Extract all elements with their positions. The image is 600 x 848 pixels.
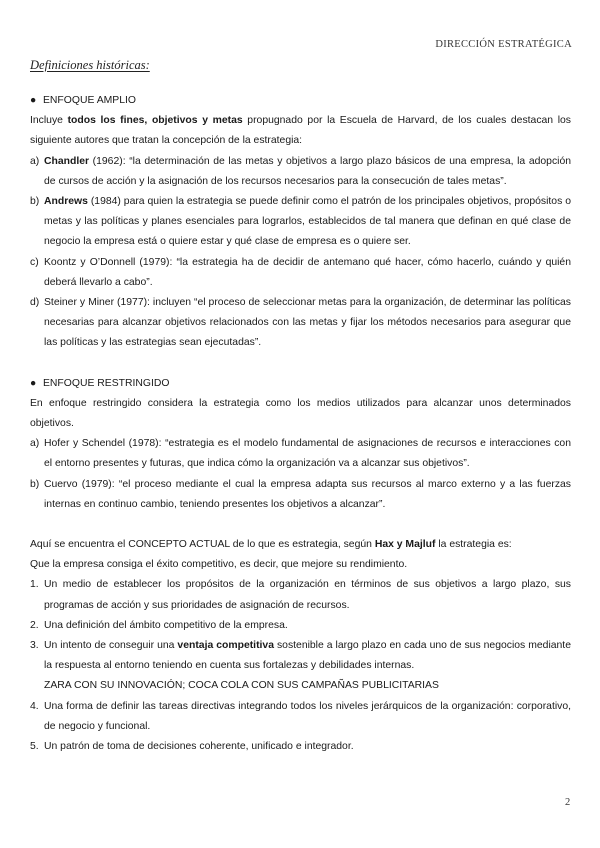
- section-title: Definiciones históricas:: [30, 58, 150, 72]
- intro-text: Aquí se encuentra el CONCEPTO ACTUAL de lo que es estrategia, según: [30, 539, 375, 551]
- item-text: (1984) para quien la estrategia se puede definir como el patrón de los principales objetivos, propósitos o metas y las políticas y planes esenciales para lograrlos, establecidos de tal manera que definan en qué clase de negocio la empresa está o quiere estar y qué clase de empresa es o quiere ser.: [44, 196, 571, 248]
- actual-line2: Que la empresa consiga el éxito competitivo, es decir, que mejore su rendimiento.: [30, 559, 408, 571]
- actual-intro: [30, 535, 571, 555]
- item-text: Un medio de establecer los propósitos de la organización en términos de sus objetivos a largo plazo, sus programas de acción y sus prioridades de asignación de recursos.: [44, 579, 571, 611]
- intro-text: la estrategia es:: [435, 539, 512, 551]
- item-text: Un intento de conseguir una: [44, 640, 178, 652]
- item-bold: ventaja competitiva: [177, 640, 274, 652]
- list-marker: 1.: [30, 579, 39, 591]
- list-item: [30, 697, 571, 737]
- intro-text: propugnado por la Escuela de Harvard, de los cuales destacan los siguiente autores que tratan la concepción de la estrategia:: [30, 115, 572, 147]
- list-item: [30, 616, 571, 636]
- heading-text: ENFOQUE AMPLIO: [43, 95, 136, 106]
- list-item: [30, 152, 571, 192]
- heading-text: ENFOQUE RESTRINGIDO: [43, 377, 170, 389]
- bullet-heading-restringido: [30, 374, 571, 394]
- list-item: [30, 575, 571, 615]
- intro-text: Incluye: [30, 115, 68, 127]
- intro-bold: todos los fines, objetivos y metas: [67, 115, 243, 127]
- bullet-heading-amplio: [30, 91, 571, 111]
- list-item: [30, 192, 571, 253]
- document-body: [30, 91, 571, 757]
- list-item: [30, 253, 571, 293]
- list-marker: d): [30, 297, 40, 309]
- bullet-icon: ●: [30, 95, 37, 106]
- list-marker: c): [30, 256, 39, 268]
- list-marker: b): [30, 196, 40, 208]
- item-text: (1962): “la determinación de las metas y objetivos a largo plazo básicos de una empresa, la adopción de cursos de acción y la asignación de los recursos necesarios para la consecución de tales metas”.: [44, 155, 571, 187]
- item-text: Steiner y Miner (1977): incluyen “el proceso de seleccionar metas para la organización, de determinar las políticas necesarias para alcanzar objetivos relacionados con las metas y fijar los métodos necesarios para asegurar que las políticas y las estrategias sean ejecutadas”.: [44, 297, 571, 349]
- restringido-intro: En enfoque restringido considera la estrategia como los medios utilizados para alcanzar unos determinados objetivos.: [30, 397, 571, 430]
- list-item: [30, 475, 571, 515]
- list-marker: a): [30, 438, 40, 450]
- list-marker: 3.: [30, 640, 39, 652]
- item-text: Una forma de definir las tareas directivas integrando todos los niveles jerárquicos de la organización: corporativo, de negocio y funcional.: [44, 700, 571, 732]
- list-marker: 2.: [30, 619, 39, 631]
- list-marker: 5.: [30, 741, 39, 753]
- list-item: [30, 737, 571, 757]
- bullet-icon: ●: [30, 377, 37, 389]
- item-text: Hofer y Schendel (1978): “estrategia es el modelo fundamental de asignaciones de recursos e interacciones con el entorno presentes y futuras, que indica cómo la organización va a alcanzar sus objetivos”.: [44, 438, 571, 470]
- running-header: DIRECCIÓN ESTRATÉGICA: [435, 39, 572, 50]
- item-text: Un patrón de toma de decisiones coherente, unificado e integrador.: [44, 741, 354, 753]
- author-name: Andrews: [44, 196, 88, 208]
- item-text: Cuervo (1979): “el proceso mediante el cual la empresa adapta sus recursos al marco externo y a las fuerzas internas en continuo cambio, teniendo presentes los objetivos a alcanzar”.: [44, 478, 571, 510]
- intro-bold: Hax y Majluf: [374, 539, 436, 551]
- item-text: Koontz y O’Donnell (1979): “la estrategia ha de decidir de antemano qué hacer, cómo hacerlo, cuándo y quién deberá llevarlo a cabo”.: [44, 256, 571, 288]
- author-name: Chandler: [44, 155, 90, 167]
- page-number: 2: [565, 797, 571, 808]
- list-marker: a): [30, 155, 40, 167]
- item-text: Una definición del ámbito competitivo de la empresa.: [44, 619, 288, 631]
- list-marker: b): [30, 478, 40, 490]
- amplio-intro: [30, 111, 571, 151]
- list-item: [30, 434, 571, 474]
- list-marker: 4.: [30, 700, 39, 712]
- list-item: [30, 636, 571, 676]
- list-item: [30, 293, 571, 354]
- example-note: ZARA CON SU INNOVACIÓN; COCA COLA CON SUS CAMPAÑAS PUBLICITARIAS: [44, 680, 439, 692]
- item-text: sostenible a largo plazo en cada uno de sus negocios mediante la respuesta al entorno teniendo en cuenta sus fortalezas y debilidades internas.: [44, 640, 571, 672]
